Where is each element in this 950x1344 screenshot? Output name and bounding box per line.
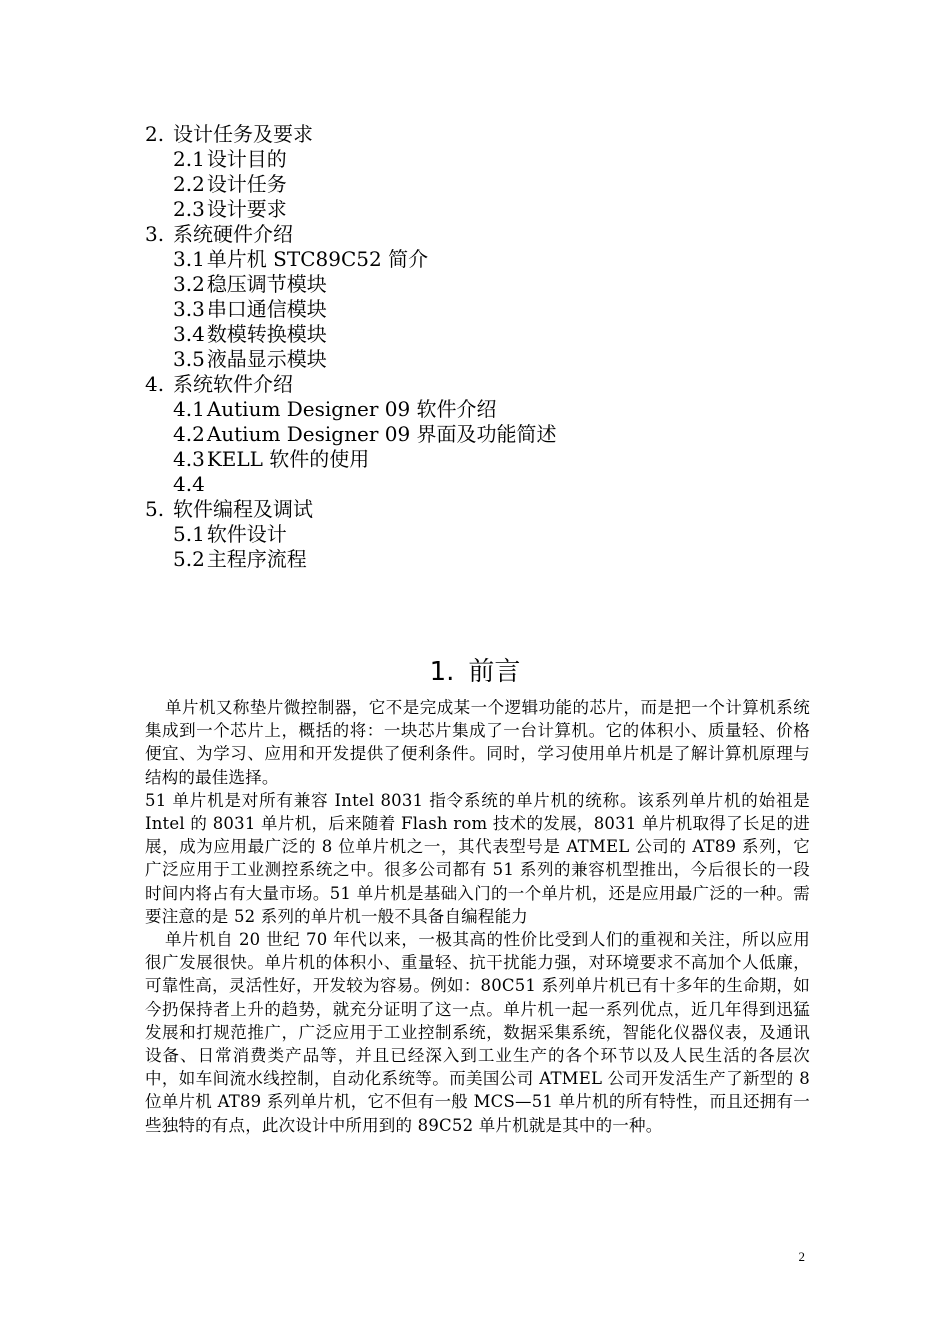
toc-entry-number: 3.2	[173, 272, 205, 296]
toc-entry	[145, 172, 845, 197]
toc-entry-number: 5.	[145, 497, 165, 521]
toc-entry-text: 设计任务及要求	[173, 122, 313, 146]
toc-entry	[145, 422, 845, 447]
page-number: 2	[798, 1249, 805, 1264]
toc-entry	[145, 547, 845, 572]
toc-entry-number: 4.1	[173, 397, 205, 421]
toc-entry	[145, 297, 845, 322]
toc-entry-number: 4.3	[173, 447, 205, 471]
toc-entry-number: 2.3	[173, 197, 205, 221]
toc-entry-text: 软件编程及调试	[173, 497, 313, 521]
toc-entry-number: 3.5	[173, 347, 205, 371]
toc-entry	[145, 522, 845, 547]
section-number: 1.	[429, 657, 455, 687]
section-title-text: 前言	[468, 657, 521, 687]
toc-entry-text: 液晶显示模块	[206, 347, 327, 371]
toc-entry-text: 串口通信模块	[206, 297, 327, 321]
toc-entry	[145, 397, 845, 422]
toc-entry	[145, 197, 845, 222]
toc-entry-text: 数模转换模块	[206, 322, 327, 346]
toc-entry-text: 系统硬件介绍	[173, 222, 293, 246]
toc-entry	[145, 472, 845, 497]
body-text	[145, 696, 810, 1137]
toc-entry-text: 设计任务	[206, 172, 287, 196]
toc-entry-number: 2.	[145, 122, 165, 146]
toc-entry	[145, 497, 845, 522]
toc-entry-number: 2.1	[173, 147, 205, 171]
body-paragraph: 单片机自 20 世纪 70 年代以来，一极其高的性价比受到人们的重视和关注，所以应用很广发展很快。单片机的体积小、重量轻、抗干扰能力强，对环境要求不高加个人低廉，可靠性高，灵活性好，开发较为容易。例如：80C51 系列单片机已有十多年的生命期，如今扔保持者上升的趋势，就充分证明了这一点。单片机一起一系列优点，近几年得到迅猛发展和打规范推广，广泛应用于工业控制系统，数据采集系统，智能化仪器仪表，及通讯设备、日常消费类产品等，并且已经深入到工业生产的各个环节以及人民生活的各层次中，如车间流水线控制，自动化系统等。而美国公司 ATMEL 公司开发活生产了新型的 8 位单片机 AT89 系列单片机，它不但有一般 MCS—51 单片机的所有特性，而且还拥有一些独特的有点，此次设计中所用到的 89C52 单片机就是其中的一种。	[145, 930, 810, 1135]
toc-entry-number: 4.4	[173, 472, 205, 496]
toc-entry-text: 稳压调节模块	[206, 272, 327, 296]
toc-entry	[145, 122, 845, 147]
toc-entry-number: 5.1	[173, 522, 205, 546]
toc-entry-number: 3.	[145, 222, 165, 246]
toc-entry	[145, 147, 845, 172]
toc-entry-number: 4.	[145, 372, 165, 396]
toc-entry-number: 2.2	[173, 172, 205, 196]
table-of-contents	[145, 122, 845, 572]
toc-entry-text: 系统软件介绍	[173, 372, 293, 396]
toc-entry	[145, 222, 845, 247]
toc-entry-text: KELL 软件的使用	[206, 447, 370, 471]
body-paragraph: 单片机又称垫片微控制器，它不是完成某一个逻辑功能的芯片，而是把一个计算机系统集成到一个芯片上，概括的将：一块芯片集成了一台计算机。它的体积小、质量轻、价格便宜、为学习、应用和开发提供了便利条件。同时，学习使用单片机是了解计算机原理与结构的最佳选择。	[145, 698, 810, 787]
toc-entry-text: Autium Designer 09 界面及功能简述	[206, 422, 557, 446]
toc-entry	[145, 372, 845, 397]
toc-entry-number: 4.2	[173, 422, 205, 446]
body-paragraph: 51 单片机是对所有兼容 Intel 8031 指令系统的单片机的统称。该系列单片机的始祖是 Intel 的 8031 单片机，后来随着 Flash rom 技术的发展，8031 单片机取得了长足的进展，成为应用最广泛的 8 位单片机之一，其代表型号是 ATMEL 公司的 AT89 系列，它广泛应用于工业测控系统之中。很多公司都有 51 系列的兼容机型推出，今后很长的一段时间内将占有大量市场。51 单片机是基础入门的一个单片机，还是应用最广泛的一种。需要注意的是 52 系列的单片机一般不具备自编程能力	[145, 790, 810, 926]
toc-entry	[145, 447, 845, 472]
section-heading	[0, 654, 950, 690]
toc-entry-number: 5.2	[173, 547, 205, 571]
toc-entry-text: 软件设计	[206, 522, 287, 546]
toc-entry-number: 3.1	[173, 247, 205, 271]
toc-entry-text: 设计目的	[206, 147, 287, 171]
toc-entry	[145, 347, 845, 372]
toc-entry-text: 主程序流程	[206, 547, 307, 571]
toc-entry-text: 设计要求	[206, 197, 287, 221]
toc-entry-number: 3.3	[173, 297, 205, 321]
toc-entry-text: 单片机 STC89C52 简介	[206, 247, 429, 271]
toc-entry-number: 3.4	[173, 322, 205, 346]
toc-entry	[145, 247, 845, 272]
toc-entry-text: Autium Designer 09 软件介绍	[206, 397, 497, 421]
toc-entry	[145, 322, 845, 347]
toc-entry	[145, 272, 845, 297]
